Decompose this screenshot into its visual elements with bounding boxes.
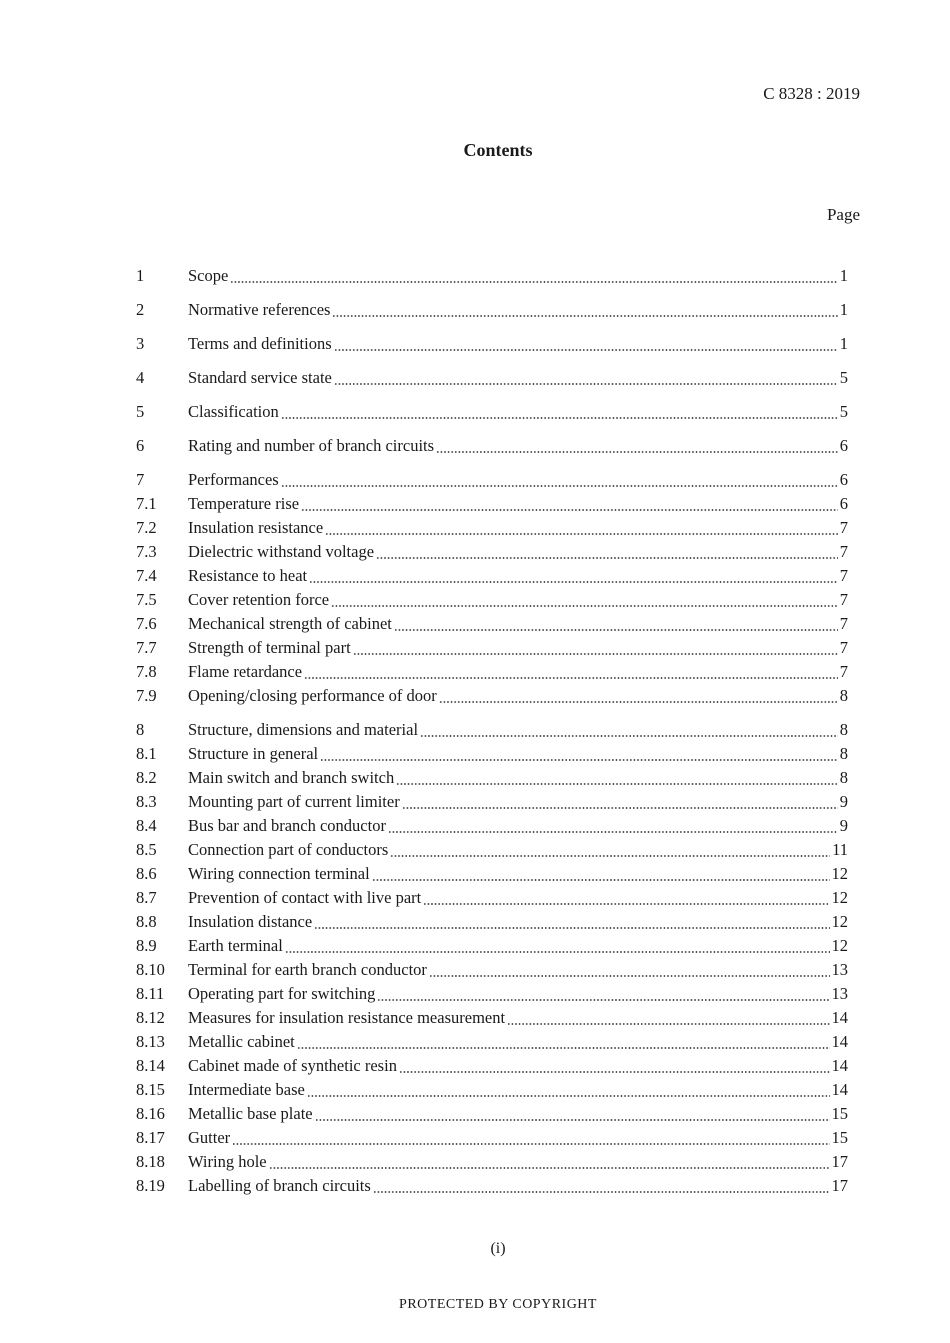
- toc-entry-number: 8.18: [136, 1152, 165, 1171]
- toc-dot-leader: [269, 1167, 830, 1169]
- toc-entry-page: 6: [839, 436, 848, 455]
- toc-entry-number: 8.5: [136, 840, 157, 859]
- toc-entry-title: Strength of terminal part: [188, 638, 351, 657]
- toc-dot-leader: [388, 831, 838, 833]
- toc-entry-title: Normative references: [188, 300, 331, 319]
- toc-entry-title: Main switch and branch switch: [188, 768, 395, 787]
- toc-entry-title: Earth terminal: [188, 936, 283, 955]
- toc-entry-page: 15: [831, 1128, 848, 1147]
- toc-entry-page: 13: [831, 984, 848, 1003]
- toc-entry-page: 7: [839, 662, 848, 681]
- toc-entry[interactable]: [136, 590, 848, 614]
- toc-entry-page: 12: [831, 864, 848, 883]
- toc-entry-number: 1: [136, 266, 145, 285]
- toc-entry-number: 8.6: [136, 864, 157, 883]
- toc-entry[interactable]: [136, 334, 848, 358]
- toc-dot-leader: [325, 533, 838, 535]
- toc-entry-title: Terminal for earth branch conductor: [188, 960, 427, 979]
- toc-entry-title: Temperature rise: [188, 494, 300, 513]
- toc-entry-page: 6: [839, 470, 848, 489]
- page-title: Contents: [463, 140, 533, 160]
- toc-entry-number: 8.17: [136, 1128, 165, 1147]
- toc-dot-leader: [331, 605, 838, 607]
- toc-entry[interactable]: [136, 984, 848, 1008]
- toc-entry-title: Terms and definitions: [188, 334, 332, 353]
- toc-entry[interactable]: [136, 662, 848, 686]
- toc-entry-number: 6: [136, 436, 145, 455]
- toc-entry[interactable]: [136, 1128, 848, 1152]
- table-of-contents: [136, 266, 848, 1200]
- toc-dot-leader: [376, 557, 838, 559]
- toc-entry-page: 1: [839, 300, 848, 319]
- toc-entry-number: 7.5: [136, 590, 157, 609]
- toc-entry[interactable]: [136, 470, 848, 494]
- toc-dot-leader: [420, 735, 838, 737]
- toc-entry[interactable]: [136, 912, 848, 936]
- toc-entry-title: Gutter: [188, 1128, 231, 1147]
- toc-entry-title: Intermediate base: [188, 1080, 305, 1099]
- toc-entry-number: 8.1: [136, 744, 157, 763]
- toc-dot-leader: [353, 653, 838, 655]
- toc-entry-page: 14: [831, 1008, 848, 1027]
- toc-entry-page: 13: [831, 960, 848, 979]
- toc-entry-page: 12: [831, 912, 848, 931]
- toc-dot-leader: [390, 855, 830, 857]
- toc-dot-leader: [372, 879, 830, 881]
- toc-entry-number: 8.8: [136, 912, 157, 931]
- toc-entry-number: 7.8: [136, 662, 157, 681]
- toc-entry-number: 7.1: [136, 494, 157, 513]
- toc-entry-number: 8.9: [136, 936, 157, 955]
- toc-entry-title: Mounting part of current limiter: [188, 792, 400, 811]
- toc-entry-number: 2: [136, 300, 145, 319]
- toc-entry-number: 8.19: [136, 1176, 165, 1195]
- toc-entry-number: 5: [136, 402, 145, 421]
- toc-entry-number: 7.4: [136, 566, 157, 585]
- toc-entry-title: Connection part of conductors: [188, 840, 389, 859]
- toc-dot-leader: [334, 349, 838, 351]
- toc-entry-title: Standard service state: [188, 368, 332, 387]
- toc-dot-leader: [320, 759, 838, 761]
- toc-entry[interactable]: [136, 494, 848, 518]
- toc-entry-page: 7: [839, 638, 848, 657]
- toc-entry-title: Operating part for switching: [188, 984, 376, 1003]
- toc-dot-leader: [423, 903, 829, 905]
- toc-entry[interactable]: [136, 768, 848, 792]
- toc-entry[interactable]: [136, 1104, 848, 1128]
- toc-entry[interactable]: [136, 566, 848, 590]
- toc-entry-number: 8.15: [136, 1080, 165, 1099]
- toc-entry-number: 3: [136, 334, 145, 353]
- toc-entry-page: 6: [839, 494, 848, 513]
- toc-dot-leader: [232, 1143, 829, 1145]
- toc-entry-page: 8: [839, 768, 848, 787]
- toc-entry-number: 7.7: [136, 638, 157, 657]
- toc-entry-number: 7.6: [136, 614, 157, 633]
- toc-entry-page: 14: [831, 1032, 848, 1051]
- toc-entry-page: 9: [839, 792, 848, 811]
- toc-entry[interactable]: [136, 518, 848, 542]
- toc-entry-page: 8: [839, 686, 848, 705]
- toc-entry-page: 12: [831, 888, 848, 907]
- toc-dot-leader: [314, 927, 829, 929]
- toc-entry-title: Labelling of branch circuits: [188, 1176, 371, 1195]
- toc-dot-leader: [301, 509, 838, 511]
- toc-entry[interactable]: [136, 1008, 848, 1032]
- toc-entry[interactable]: [136, 1032, 848, 1056]
- toc-dot-leader: [309, 581, 838, 583]
- toc-entry[interactable]: [136, 792, 848, 816]
- toc-entry-title: Rating and number of branch circuits: [188, 436, 435, 455]
- toc-dot-leader: [304, 677, 838, 679]
- toc-entry-title: Wiring hole: [188, 1152, 267, 1171]
- copyright-footer: PROTECTED BY COPYRIGHT: [399, 1297, 597, 1312]
- toc-entry[interactable]: [136, 686, 848, 710]
- toc-entry[interactable]: [136, 840, 848, 864]
- toc-dot-leader: [439, 701, 838, 703]
- document-id: C 8328 : 2019: [763, 84, 860, 103]
- toc-entry-number: 8.4: [136, 816, 157, 835]
- toc-entry-title: Metallic base plate: [188, 1104, 313, 1123]
- toc-entry[interactable]: [136, 1056, 848, 1080]
- toc-entry[interactable]: [136, 368, 848, 392]
- toc-entry-page: 7: [839, 614, 848, 633]
- toc-entry-number: 8.10: [136, 960, 165, 979]
- toc-dot-leader: [334, 383, 838, 385]
- toc-dot-leader: [436, 451, 838, 453]
- toc-entry-number: 8.13: [136, 1032, 165, 1051]
- toc-dot-leader: [399, 1071, 830, 1073]
- toc-dot-leader: [285, 951, 830, 953]
- toc-entry-title: Metallic cabinet: [188, 1032, 295, 1051]
- toc-dot-leader: [281, 417, 838, 419]
- toc-entry-page: 5: [839, 368, 848, 387]
- toc-entry-title: Mechanical strength of cabinet: [188, 614, 392, 633]
- toc-entry-title: Scope: [188, 266, 229, 285]
- toc-entry-number: 7.9: [136, 686, 157, 705]
- toc-entry[interactable]: [136, 614, 848, 638]
- toc-entry-page: 5: [839, 402, 848, 421]
- toc-entry-number: 7: [136, 470, 145, 489]
- toc-entry-page: 9: [839, 816, 848, 835]
- toc-entry-title: Performances: [188, 470, 279, 489]
- toc-entry-page: 7: [839, 590, 848, 609]
- toc-entry-title: Cabinet made of synthetic resin: [188, 1056, 397, 1075]
- toc-entry[interactable]: [136, 542, 848, 566]
- toc-entry-page: 1: [839, 266, 848, 285]
- toc-entry-title: Flame retardance: [188, 662, 303, 681]
- toc-entry[interactable]: [136, 300, 848, 324]
- page-folio: (i): [490, 1240, 506, 1257]
- toc-entry-title: Dielectric withstand voltage: [188, 542, 375, 561]
- toc-entry-page: 7: [839, 566, 848, 585]
- toc-entry-number: 8.11: [136, 984, 165, 1003]
- toc-entry-title: Resistance to heat: [188, 566, 308, 585]
- toc-dot-leader: [429, 975, 830, 977]
- toc-entry-page: 7: [839, 542, 848, 561]
- toc-entry-number: 8.7: [136, 888, 157, 907]
- toc-entry[interactable]: [136, 1080, 848, 1104]
- toc-entry-page: 17: [831, 1152, 848, 1171]
- toc-entry-title: Structure in general: [188, 744, 319, 763]
- toc-dot-leader: [507, 1023, 829, 1025]
- toc-entry[interactable]: [136, 936, 848, 960]
- toc-entry-number: 8.2: [136, 768, 157, 787]
- toc-entry[interactable]: [136, 1176, 848, 1200]
- toc-dot-leader: [394, 629, 838, 631]
- toc-entry-title: Prevention of contact with live part: [188, 888, 422, 907]
- toc-entry[interactable]: [136, 960, 848, 984]
- toc-dot-leader: [373, 1191, 830, 1193]
- toc-entry[interactable]: [136, 888, 848, 912]
- toc-entry-title: Opening/closing performance of door: [188, 686, 437, 705]
- toc-entry-title: Insulation distance: [188, 912, 313, 931]
- toc-entry-title: Insulation resistance: [188, 518, 324, 537]
- toc-entry[interactable]: [136, 864, 848, 888]
- toc-dot-leader: [307, 1095, 830, 1097]
- toc-dot-leader: [281, 485, 838, 487]
- toc-entry-number: 4: [136, 368, 145, 387]
- toc-entry-title: Measures for insulation resistance measurement: [188, 1008, 506, 1027]
- toc-entry-title: Classification: [188, 402, 279, 421]
- toc-entry[interactable]: [136, 1152, 848, 1176]
- toc-entry-number: 8.14: [136, 1056, 165, 1075]
- toc-entry[interactable]: [136, 436, 848, 460]
- toc-entry-title: Wiring connection terminal: [188, 864, 370, 883]
- toc-entry-page: 14: [831, 1056, 848, 1075]
- toc-entry-page: 14: [831, 1080, 848, 1099]
- toc-entry[interactable]: [136, 744, 848, 768]
- toc-dot-leader: [297, 1047, 830, 1049]
- toc-entry-title: Structure, dimensions and material: [188, 720, 419, 739]
- toc-dot-leader: [315, 1119, 830, 1121]
- toc-entry-number: 8.12: [136, 1008, 165, 1027]
- toc-dot-leader: [402, 807, 838, 809]
- toc-entry-page: 8: [839, 720, 848, 739]
- toc-entry-page: 17: [831, 1176, 848, 1195]
- page-column-heading: Page: [826, 205, 860, 224]
- toc-entry-page: 8: [839, 744, 848, 763]
- toc-entry-number: 7.2: [136, 518, 157, 537]
- toc-dot-leader: [396, 783, 838, 785]
- toc-entry-number: 7.3: [136, 542, 157, 561]
- toc-dot-leader: [332, 315, 837, 317]
- toc-entry-number: 8.3: [136, 792, 157, 811]
- toc-entry-page: 7: [839, 518, 848, 537]
- toc-entry-number: 8: [136, 720, 145, 739]
- toc-dot-leader: [377, 999, 829, 1001]
- toc-entry[interactable]: [136, 638, 848, 662]
- toc-dot-leader: [230, 281, 837, 283]
- toc-entry-page: 12: [831, 936, 848, 955]
- toc-entry-title: Bus bar and branch conductor: [188, 816, 386, 835]
- toc-entry[interactable]: [136, 402, 848, 426]
- toc-entry-title: Cover retention force: [188, 590, 330, 609]
- toc-entry-page: 1: [839, 334, 848, 353]
- toc-entry[interactable]: [136, 816, 848, 840]
- toc-entry-page: 15: [831, 1104, 848, 1123]
- toc-entry-number: 8.16: [136, 1104, 165, 1123]
- toc-entry-page: 11: [832, 840, 848, 859]
- toc-entry[interactable]: [136, 720, 848, 744]
- toc-entry[interactable]: [136, 266, 848, 290]
